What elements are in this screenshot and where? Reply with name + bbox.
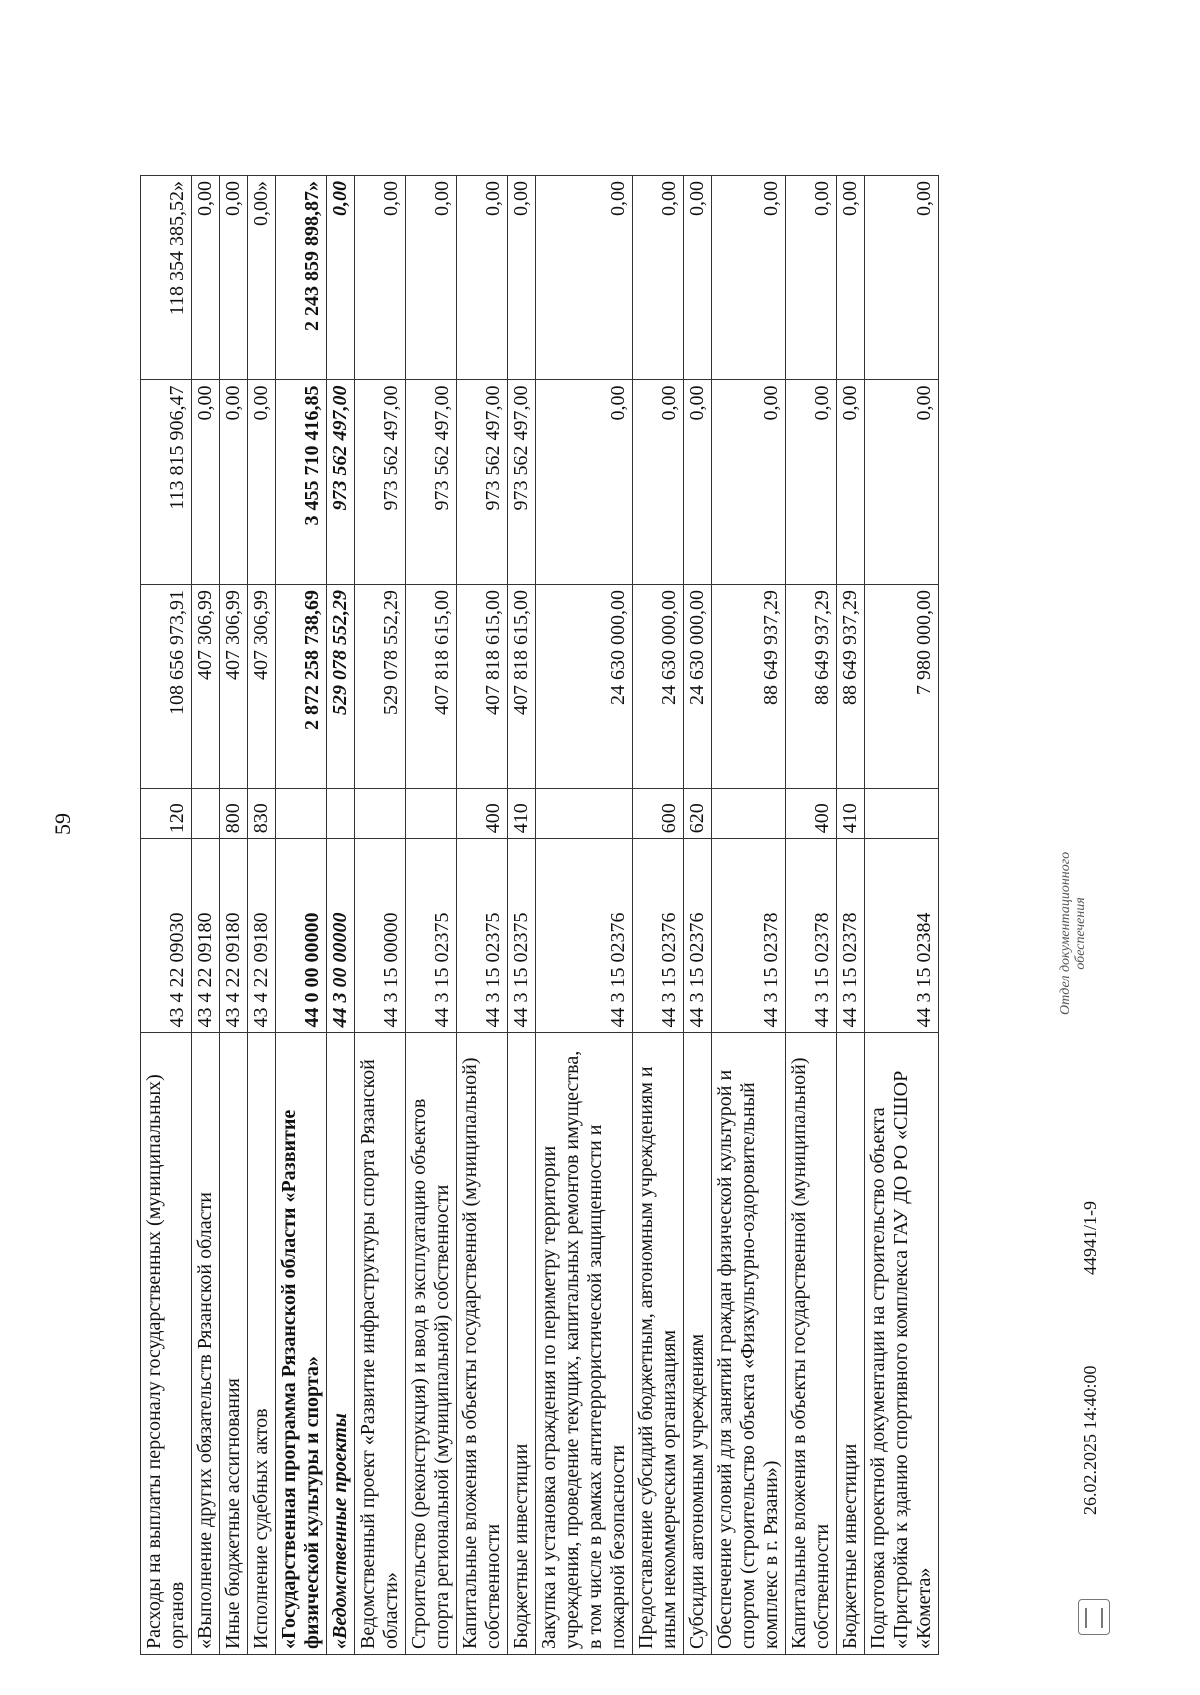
table-row [192,176,220,1655]
row-name: Капитальные вложения в объекты государственной (муниципальной) собственности [457,1033,508,1655]
row-value-2026: 0,00 [712,380,786,584]
row-value-2027: 0,00 [327,176,355,380]
row-name: Исполнение судебных актов [248,1033,276,1655]
table-row [220,176,248,1655]
row-value-2025: 2 872 258 738,69 [276,584,327,788]
row-name: Строительство (реконструкция) и ввод в эксплуатацию объектов спорта региональной (муниципальной) собственности [406,1033,457,1655]
row-code: 44 3 15 02375 [508,839,536,1033]
row-value-2026: 973 562 497,00 [406,380,457,584]
row-code: 44 3 15 02376 [536,839,633,1033]
row-expense-type [355,789,406,839]
row-expense-type: 600 [633,789,684,839]
row-value-2026: 973 562 497,00 [457,380,508,584]
row-value-2025: 407 818 615,00 [508,584,536,788]
row-name: Субсидии автономным учреждениям [684,1033,712,1655]
row-code: 43 4 22 09180 [192,839,220,1033]
row-expense-type: 400 [457,789,508,839]
row-expense-type [327,789,355,839]
row-expense-type [536,789,633,839]
row-expense-type: 620 [684,789,712,839]
row-code: 43 4 22 09030 [141,839,192,1033]
row-code: 44 3 15 00000 [355,839,406,1033]
table-row [276,176,327,1655]
row-name: Бюджетные инвестиции [837,1033,865,1655]
row-expense-type: 830 [248,789,276,839]
table-row [865,176,939,1655]
row-value-2027: 0,00 [865,176,939,380]
table-row [536,176,633,1655]
row-value-2027: 0,00» [248,176,276,380]
row-value-2025: 24 630 000,00 [684,584,712,788]
row-value-2026: 0,00 [865,380,939,584]
row-value-2026: 0,00 [220,380,248,584]
row-expense-type [192,789,220,839]
row-expense-type [276,789,327,839]
table-row [248,176,276,1655]
row-expense-type: 400 [786,789,837,839]
row-value-2026: 3 455 710 416,85 [276,380,327,584]
footer-date: 26.02.2025 14:40:00 [1080,1365,1100,1515]
row-name: Предоставление субсидий бюджетным, автономным учреждениям и иным некоммерческим организациям [633,1033,684,1655]
table-row [712,176,786,1655]
department-stamp: Отдел документационного обеспечения [1058,851,1089,1015]
table-row [141,176,192,1655]
row-name: Капитальные вложения в объекты государственной (муниципальной) собственности [786,1033,837,1655]
row-value-2027: 0,00 [192,176,220,380]
row-code: 44 3 00 00000 [327,839,355,1033]
row-value-2026: 0,00 [192,380,220,584]
table-row [633,176,684,1655]
row-value-2025: 88 649 937,29 [786,584,837,788]
emblem-icon [1078,1599,1110,1635]
row-expense-type [712,789,786,839]
table-row [355,176,406,1655]
row-name: Ведомственный проект «Развитие инфраструктуры спорта Рязанской области» [355,1033,406,1655]
row-value-2025: 407 818 615,00 [406,584,457,788]
table-row [684,176,712,1655]
row-value-2025: 529 078 552,29 [355,584,406,788]
row-expense-type [406,789,457,839]
row-value-2027: 0,00 [406,176,457,380]
row-value-2025: 407 306,99 [248,584,276,788]
row-name: «Государственная программа Рязанской области «Развитие физической культуры и спорта» [276,1033,327,1655]
row-name: Иные бюджетные ассигнования [220,1033,248,1655]
footer-doc-number: 44941/1-9 [1080,1201,1100,1275]
row-value-2027: 0,00 [684,176,712,380]
row-value-2025: 407 306,99 [220,584,248,788]
row-value-2025: 529 078 552,29 [327,584,355,788]
row-name: «Выполнение других обязательств Рязанской области [192,1033,220,1655]
row-name: Бюджетные инвестиции [508,1033,536,1655]
row-expense-type: 120 [141,789,192,839]
page-number: 59 [50,813,75,835]
row-name: Обеспечение условий для занятий граждан физической культурой и спортом (строительство объекта «Физкультурно-оздоровительный комплекс в г. Рязани») [712,1033,786,1655]
row-value-2026: 0,00 [837,380,865,584]
row-value-2025: 88 649 937,29 [837,584,865,788]
row-code: 44 3 15 02376 [633,839,684,1033]
row-name: Закупка и установка ограждения по периметру территории учреждения, проведение текущих, капитальных ремонтов имущества, в том числе в рамках антитеррористической защищенности и пожарной безопасности [536,1033,633,1655]
row-value-2025: 24 630 000,00 [633,584,684,788]
row-code: 44 3 15 02375 [457,839,508,1033]
row-code: 44 3 15 02378 [712,839,786,1033]
row-value-2027: 0,00 [712,176,786,380]
row-code: 44 3 15 02378 [786,839,837,1033]
page-footer [1050,175,1150,1655]
row-expense-type: 410 [837,789,865,839]
table-row [508,176,536,1655]
row-value-2027: 0,00 [536,176,633,380]
row-value-2025: 24 630 000,00 [536,584,633,788]
row-name: Подготовка проектной документации на строительство объекта «Пристройка к зданию спортивного комплекса ГАУ ДО РО «СШОР «Комета» [865,1033,939,1655]
table-row [457,176,508,1655]
row-value-2026: 113 815 906,47 [141,380,192,584]
table-row [406,176,457,1655]
row-value-2026: 0,00 [684,380,712,584]
row-value-2025: 407 818 615,00 [457,584,508,788]
row-value-2026: 0,00 [248,380,276,584]
row-value-2026: 973 562 497,00 [355,380,406,584]
row-code: 44 0 00 00000 [276,839,327,1033]
table-row [327,176,355,1655]
row-value-2026: 973 562 497,00 [508,380,536,584]
rotated-page [50,55,1170,1655]
row-code: 44 3 15 02378 [837,839,865,1033]
row-expense-type: 410 [508,789,536,839]
row-value-2025: 407 306,99 [192,584,220,788]
row-code: 43 4 22 09180 [248,839,276,1033]
row-value-2027: 0,00 [633,176,684,380]
budget-table [140,175,939,1655]
row-value-2027: 0,00 [508,176,536,380]
row-value-2026: 973 562 497,00 [327,380,355,584]
row-value-2026: 0,00 [786,380,837,584]
table-row [786,176,837,1655]
row-value-2027: 2 243 859 898,87» [276,176,327,380]
row-value-2026: 0,00 [536,380,633,584]
row-code: 44 3 15 02375 [406,839,457,1033]
row-name: Расходы на выплаты персоналу государственных (муниципальных) органов [141,1033,192,1655]
row-value-2025: 88 649 937,29 [712,584,786,788]
row-name: «Ведомственные проекты [327,1033,355,1655]
row-code: 43 4 22 09180 [220,839,248,1033]
row-value-2025: 108 656 973,91 [141,584,192,788]
row-code: 44 3 15 02376 [684,839,712,1033]
row-value-2027: 0,00 [457,176,508,380]
row-value-2025: 7 980 000,00 [865,584,939,788]
row-code: 44 3 15 02384 [865,839,939,1033]
row-value-2027: 0,00 [355,176,406,380]
row-value-2027: 118 354 385,52» [141,176,192,380]
row-expense-type [865,789,939,839]
row-expense-type: 800 [220,789,248,839]
row-value-2027: 0,00 [786,176,837,380]
row-value-2026: 0,00 [633,380,684,584]
table-row [837,176,865,1655]
row-value-2027: 0,00 [220,176,248,380]
row-value-2027: 0,00 [837,176,865,380]
